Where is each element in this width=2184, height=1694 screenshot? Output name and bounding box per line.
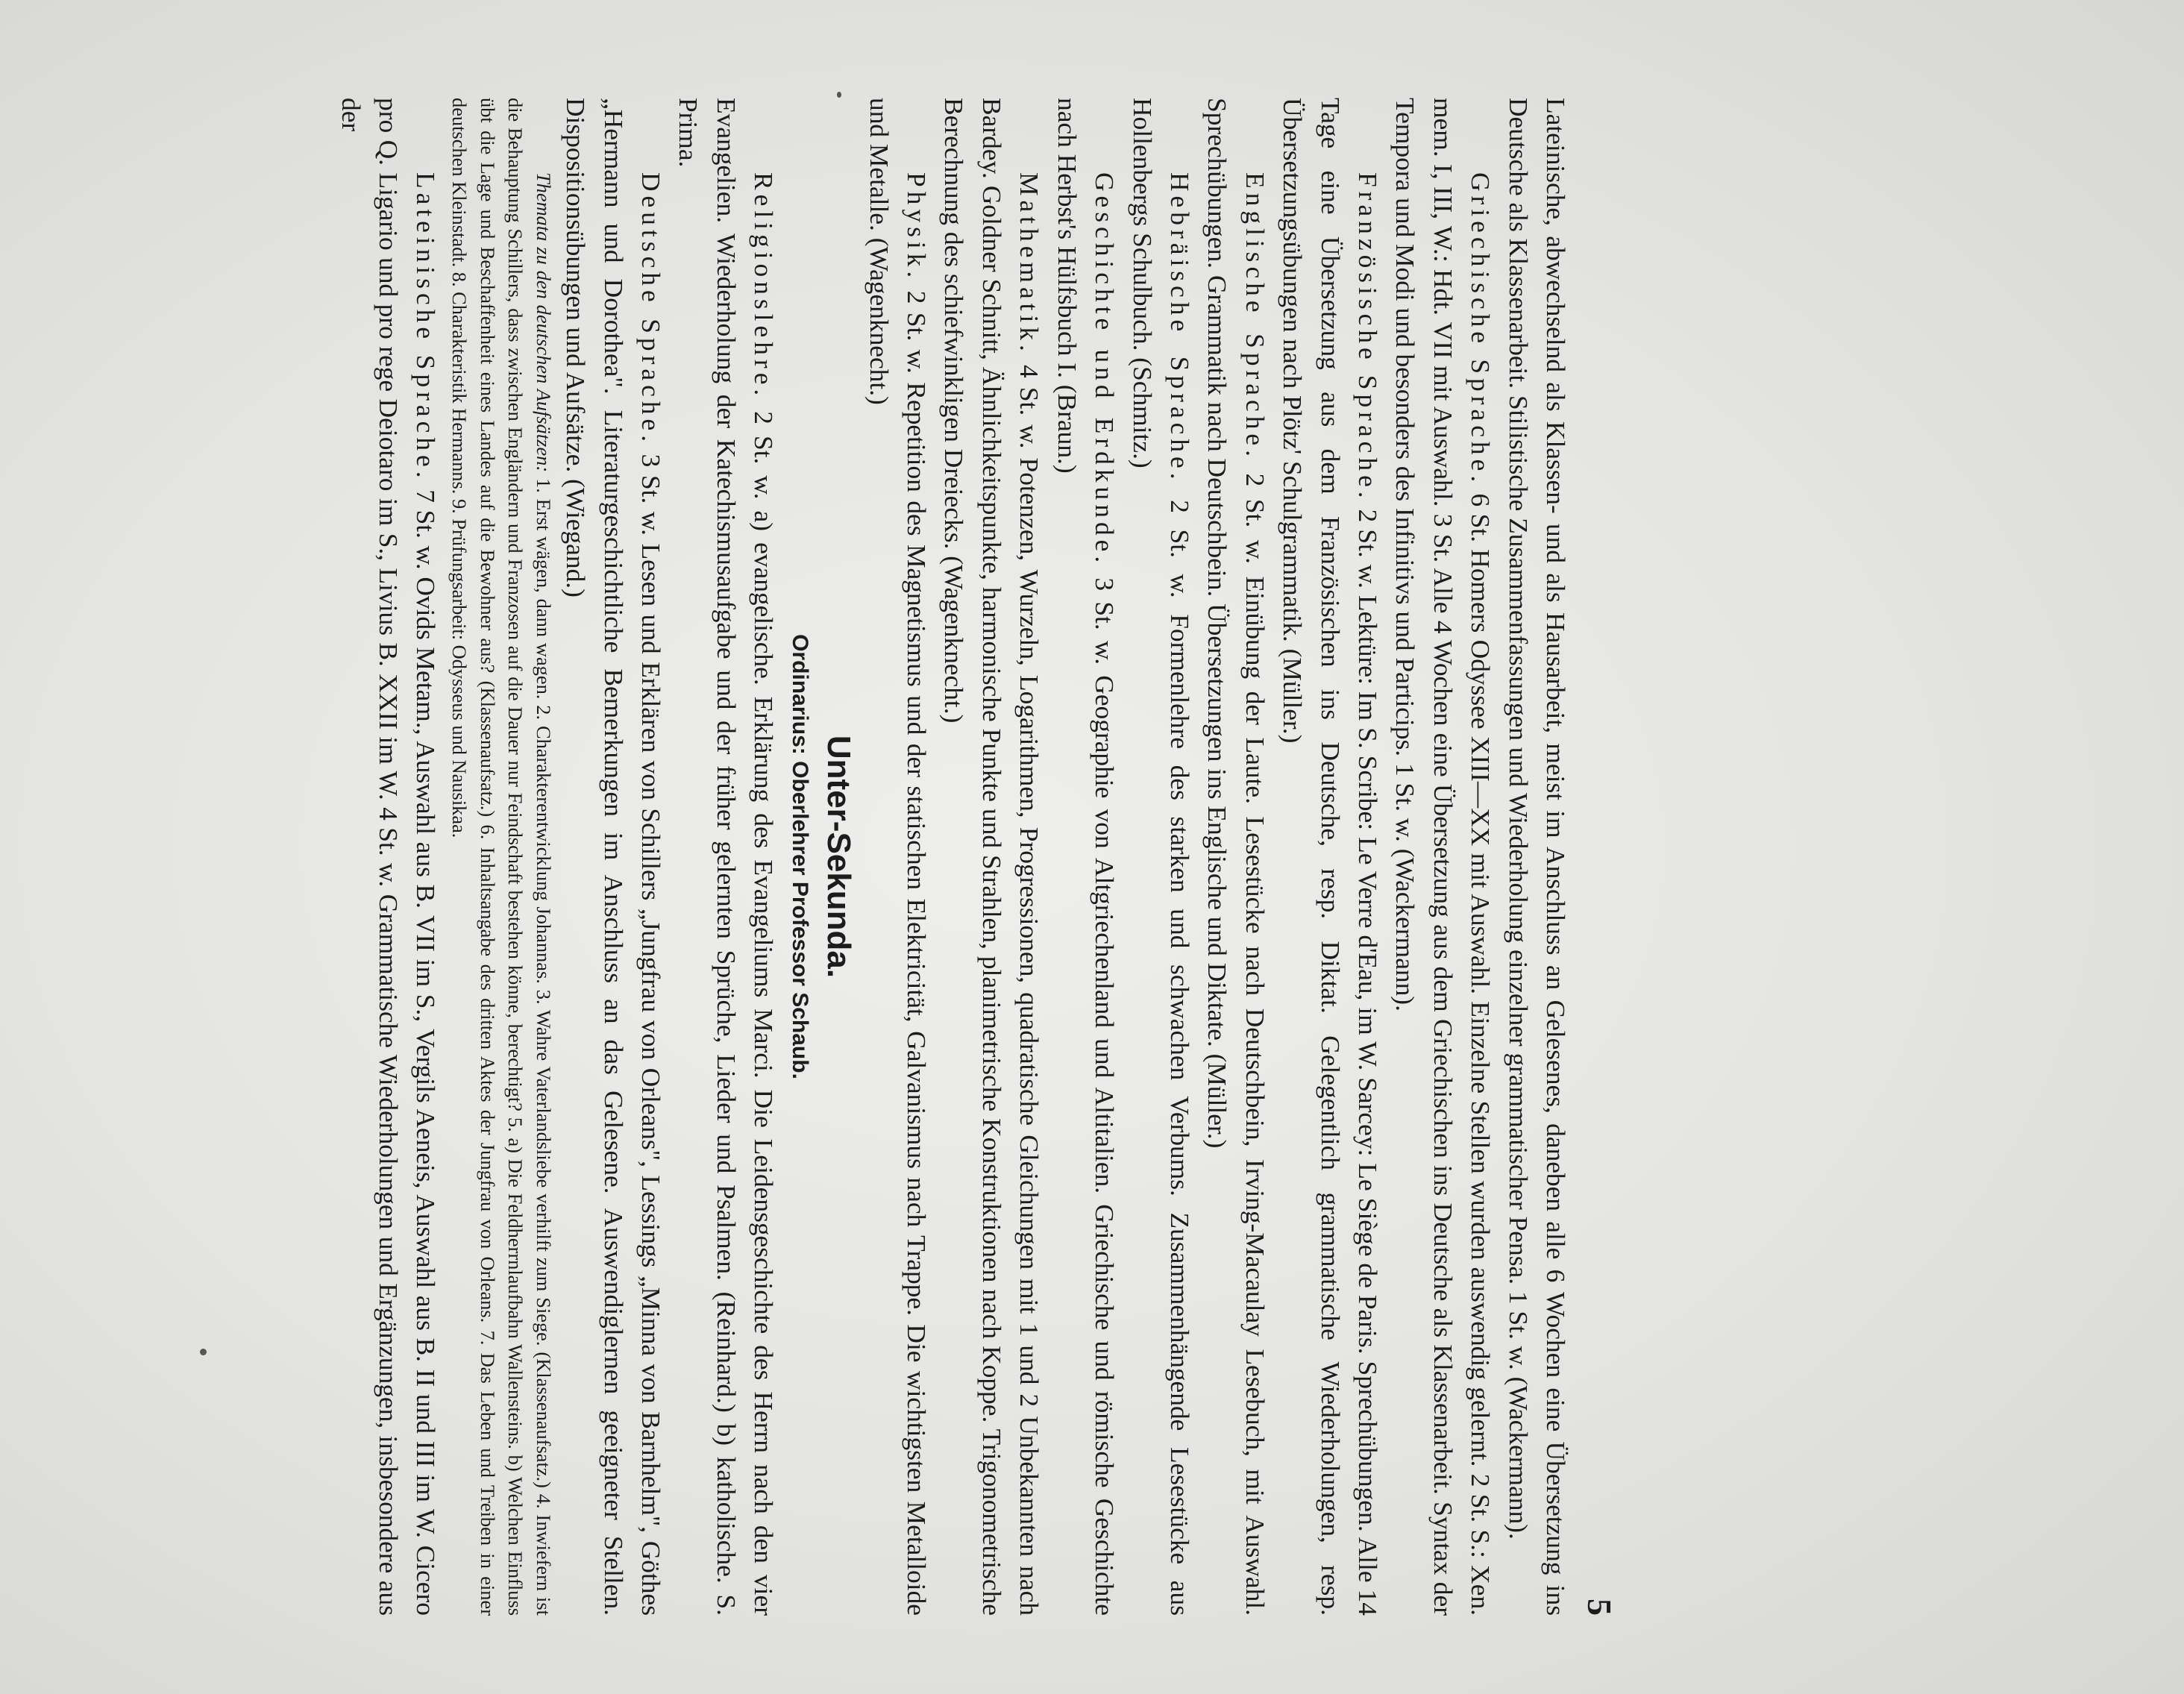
paragraph-religion bbox=[670, 98, 782, 1616]
section-title: Unter-Sekunda. bbox=[820, 735, 858, 979]
paragraph-text: 6 St. Homers Odyssee XIII—XX mit Auswahl. Einzelne Stellen wurden auswendig gelernt. 2 St. S.: Xen. mem. I, III, W.: Hdt. VII mit Auswahl. 3 St. Alle 4 Wochen eine Übersetzung aus dem Griechischen ins Deutsche als Klassenarbeit. Syntax der Tempora und Modi und besonders des Infinitivs und Particips. 1 St. w. (Wackermann). bbox=[1390, 98, 1496, 1616]
paragraph-greek bbox=[1387, 98, 1499, 1616]
paragraph-text: 2 St. w. Repetition des Magnetismus und der statischen Elektricität, Galvanismus nach Trappe. Die wichtigsten Metalloide und Metalle. (Wagenknecht.) bbox=[864, 98, 932, 1616]
subject-label: Hebräische Sprache. bbox=[1164, 172, 1195, 484]
subject-label: Religionslehre. bbox=[749, 172, 779, 401]
scan-speck bbox=[837, 92, 841, 98]
themes-label: Themata zu den deutschen Aufsätzen: bbox=[532, 172, 555, 473]
subject-label: Geschichte und Erdkunde. bbox=[1090, 172, 1120, 568]
paragraph-mathematics bbox=[935, 98, 1048, 1616]
paragraph-text: 2 St. w. Lektüre: Im S. Scribe: Le Verre d'Eau, im W. Sarcey: Le Siège de Paris. Sprechübungen. Alle 14 Tage eine Übersetzung aus dem Französischen ins Deutsche, resp. Diktat. Gelegentlich grammatische Wiederholungen, resp. Übersetzungsübungen nach Plötz' Schulgrammatik. (Müller.) bbox=[1278, 98, 1383, 1616]
paragraph-physics bbox=[860, 98, 935, 1616]
paragraph-text: 3 St. w. Lesen und Erklären von Schillers „Jungfrau von Orleans", Lessings „Minna von Barnhelm", Göthes „Hermann und Dorothea". Literaturgeschichtliche Bemerkungen im Anschluss an das Gelesene. Auswendiglernen geeigneter Stellen. Dispositionsübungen und Aufsätze. (Wiegand.) bbox=[561, 98, 667, 1616]
subject-label: Physik. bbox=[902, 172, 932, 283]
paragraph-text: 4 St. w. Potenzen, Wurzeln, Logarithmen, Progressionen, quadratische Gleichungen mit 1 und 2 Unbekannten nach Bardey. Goldner Schnitt, Ähnlichkeitspunkte, harmonische Punkte und Strahlen, planimetrische Konstruktionen nach Koppe. Trigonometrische Berechnung des schiefwinkligen Dreiecks. (Wagenknecht.) bbox=[939, 98, 1045, 1616]
paragraph-history bbox=[1048, 98, 1123, 1616]
subject-label: Deutsche Sprache. bbox=[636, 172, 667, 447]
paragraph-latin bbox=[332, 98, 445, 1616]
paragraph-hebrew bbox=[1123, 98, 1199, 1616]
paragraph-text: 3 St. w. Geographie von Altgriechenland und Altitalien. Griechische und römische Geschichte nach Herbst's Hülfsbuch I. (Braun.) bbox=[1052, 98, 1120, 1616]
page-number: 5 bbox=[1581, 1599, 1619, 1616]
paragraph-essay-themes bbox=[445, 98, 556, 1616]
subject-label: Englische Sprache. bbox=[1240, 172, 1270, 461]
subject-label: Französische Sprache. bbox=[1352, 172, 1383, 503]
paragraph-text: 7 St. w. Ovids Metam., Auswahl aus B. VII im S., Vergils Aeneis, Auswahl aus B. II und III im W. Cicero pro Q. Ligario und pro rege Deiotaro im S., Livius B. XXII im W. 4 St. w. Grammatische Wiederholungen und Ergänzungen, insbesondere aus der bbox=[336, 98, 442, 1616]
body-text bbox=[332, 98, 1575, 1616]
paragraph-text: 2 St. w. Einübung der Laute. Lesestücke nach Deutschbein, Irving-Macaulay Lesebuch, mit Auswahl. Sprechübungen. Grammatik nach Deutschbein. Übersetzungen ins Englische und Diktate. (Müller.) bbox=[1202, 98, 1270, 1616]
paragraph-text: 2 St. w. Formenlehre des starken und schwachen Verbums. Zusammenhängende Lesestücke aus Hollenbergs Schulbuch. (Schmitz.) bbox=[1127, 98, 1195, 1616]
paragraph-english bbox=[1199, 98, 1274, 1616]
paragraph-german bbox=[557, 98, 670, 1616]
ordinarius-line: Ordinarius: Oberlehrer Professor Schaub. bbox=[788, 634, 813, 1079]
document-page bbox=[53, 98, 1619, 1616]
subject-label: Mathematik. bbox=[1014, 172, 1045, 356]
paragraph-text: 2 St. w. a) evangelische. Erklärung des Evangeliums Marci. Die Leidensgeschichte des Herrn nach den vier Evangelien. Wiederholung der Katechismusaufgabe und der früher gelernten Sprüche, Lieder und Psalmen. (Reinhard.) b) katholische. S. Prima. bbox=[674, 98, 779, 1616]
paragraph-text: 1. Erst wägen, dann wagen. 2. Charakterentwicklung Johannas. 3. Wahre Vaterlandsliebe verhilft zum Siege. (Klassenaufsatz.) 4. Inwiefern ist die Behauptung Schillers, dass zwischen Engländern und Franzosen auf die Dauer nur Feindschaft bestehen könne, berechtigt? 5. a) Die Feldherrnlaufbahn Wallensteins. b) Welchen Einfluss übt die Lage und Beschaffenheit eines Landes auf die Bewohner aus? (Klassenaufsatz.) 6. Inhaltsangabe des dritten Aktes der Jungfrau von Orleans. 7. Das Leben und Treiben in einer deutschen Kleinstadt. 8. Charakteristik Hermanns. 9. Prüfungsarbeit: Odysseus und Nausikaa. bbox=[448, 98, 555, 1616]
paragraph-french bbox=[1274, 98, 1387, 1616]
subject-label: Griechische Sprache. bbox=[1466, 172, 1496, 487]
subject-label: Lateinische Sprache. bbox=[411, 172, 442, 483]
paragraph-latin-continued: Lateinische, abwechselnd als Klassen- und als Hausarbeit, meist im Anschluss an Gelesenes, daneben alle 6 Wochen eine Übersetzung ins Deutsche als Klassenarbeit. Stilistische Zusammenfassungen und Wiederholung einzelner grammatischer Pensa. 1 St. w. (Wackermann). bbox=[1503, 98, 1571, 1616]
